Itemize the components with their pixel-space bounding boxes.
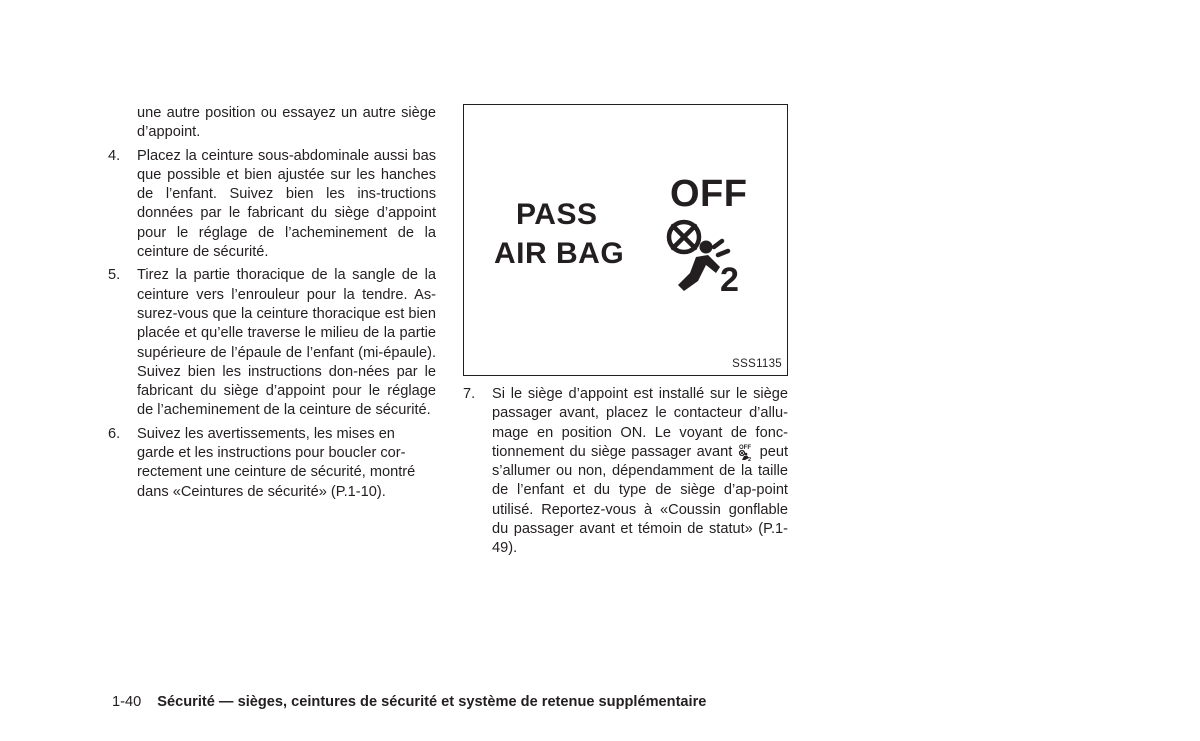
item-text: Placez la ceinture sous-abdominale aussi bas que possible et bien ajustée sur les hanches de l’enfant. Suivez bien les ins-tructions données par le fabricant du siège d’appoint pour le réglage de l’acheminement de la ceinture de sécurité. [137, 147, 436, 261]
list-item-5 [108, 266, 436, 420]
list-item-6 [108, 425, 436, 502]
passenger-airbag-off-icon [662, 217, 750, 293]
item-text [492, 385, 788, 559]
inline-icon-label: OFF [739, 444, 752, 451]
svg-text:2: 2 [720, 261, 739, 293]
section-title: Sécurité — sièges, ceintures de sécurité et système de retenue supplémentaire [157, 694, 707, 710]
airbag-indicator-figure [463, 104, 788, 376]
left-column [108, 104, 436, 506]
item-text-after-icon: peut s’allumer ou non, dépendamment de la taille de l’enfant et du type de siège d’ap-point utilisé. Reportez-vous à «Coussin gonflable du passager avant et témoin de statut» (P.1-49). [492, 443, 788, 557]
item-text: Suivez les avertissements, les mises en garde et les instructions pour boucler cor-rectement une ceinture de sécurité, montré dans «Ceintures de sécurité» (P.1-10). [137, 425, 416, 500]
list-item-7 [463, 385, 788, 559]
item-number: 7. [463, 386, 476, 402]
list-item-4 [108, 147, 436, 263]
figure-code: SSS1135 [732, 358, 782, 370]
svg-text:2: 2 [748, 456, 752, 461]
right-column [463, 385, 788, 563]
item-text: Tirez la partie thoracique de la sangle de la ceinture vers l’enrouleur pour la tendre. As-surez-vous que la ceinture thoracique est bien placée et qu’elle traverse le milieu de la partie supérieure de l’épaule de l’enfant (mi-épaule). Suivez bien les instructions don-nées par le fabricant du siège d’appoint pour le réglage de l’acheminement de la ceinture de sécurité. [137, 267, 436, 419]
continuation-paragraph: une autre position ou essayez un autre siège d’appoint. [137, 105, 436, 141]
item-number: 5. [108, 267, 121, 284]
figure-label-pass: PASS [516, 198, 598, 231]
page-footer [112, 692, 706, 712]
page-number: 1-40 [112, 694, 142, 710]
item-number: 4. [108, 147, 121, 164]
figure-label-off: OFF [670, 173, 748, 215]
passenger-airbag-off-small-icon [738, 443, 752, 461]
item-number: 6. [108, 425, 121, 442]
item-text-before-icon: Si le siège d’appoint est installé sur le siège passager avant, placez le contacteur d’allu-mage en position ON. Le voyant de fonc-tionnement du siège passager avant [492, 386, 788, 460]
figure-label-air-bag: AIR BAG [494, 237, 625, 270]
